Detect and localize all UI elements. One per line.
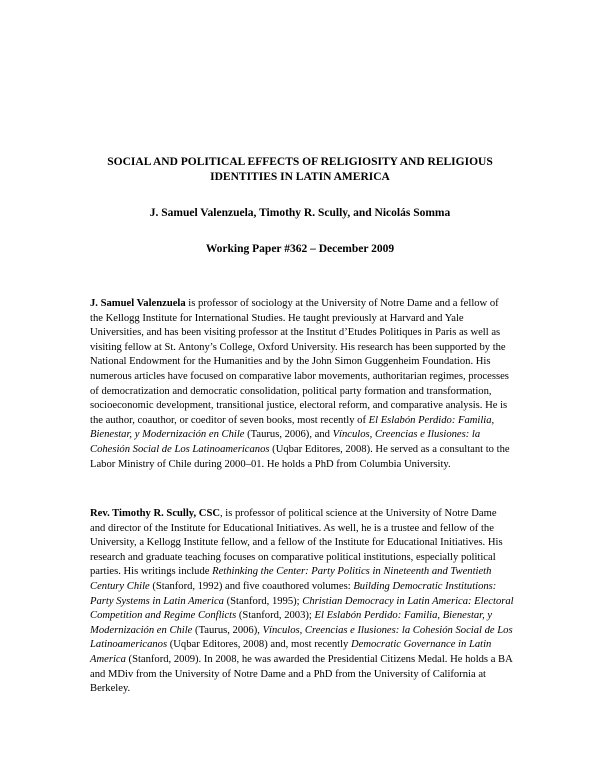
book-title: El Eslabón Perdido: Familia, Bienestar, y Modernización en Chile — [90, 610, 493, 636]
book-title: Building Democratic Institutions: Party Systems in Latin America — [90, 580, 497, 607]
book-title: Vínculos, Creencias e Ilusiones: la Cohesión Social de Los Latinoamericanos — [90, 429, 481, 455]
bio-text: (Stanford, 2003); — [236, 610, 315, 622]
bio-author-name: J. Samuel Valenzuela — [90, 298, 186, 309]
book-title: Democratic Governance in Latin America — [90, 639, 492, 665]
author-bio-valenzuela — [90, 297, 514, 472]
working-paper-number: Working Paper #362 – December 2009 — [205, 243, 395, 255]
bio-text: (Taurus, 2006), and — [244, 429, 333, 441]
bio-text: (Stanford, 1992) and five coauthored volumes: — [149, 580, 354, 592]
bio-text: is professor of sociology at the University of Notre Dame and a fellow of the Kellogg Institute for International Studies. He taught previously at Harvard and Yale Universities, and has been visiting professor at the Institut d’Etudes Politiques in Paris as well as visiting fellow at St. Antony’s College, Oxford University. His research has been supported by the National Endowment for the Humanities and by the John Simon Guggenheim Foundation. His numerous articles have focused on comparative labor movements, authoritarian regimes, processes of democratization and democratic consolidation, political party formation and transformation, socioeconomic development, transitional justice, electoral reform, and comparative analysis. He is the author, coauthor, or coeditor of seven books, most recently of — [90, 298, 509, 426]
book-title: Vínculos, Creencias e Ilusiones: la Cohesión Social de Los Latinoamericanos — [90, 624, 513, 651]
book-title: Christian Democracy in Latin America: Electoral Competition and Regime Conflicts — [90, 595, 514, 622]
paper-title-line-1: SOCIAL AND POLITICAL EFFECTS OF RELIGIOSITY AND RELIGIOUS — [107, 156, 493, 168]
author-bio-scully — [90, 507, 514, 697]
bio-text: (Taurus, 2006), — [192, 624, 263, 636]
paper-title — [80, 155, 520, 185]
bio-text: (Stanford, 2009). In 2008, he was awarded the Presidential Citizens Medal. He holds a BA and MDiv from the University of Notre Dame and a PhD from the University of California at Berkeley. — [90, 653, 513, 695]
bio-text: , is professor of political science at the University of Notre Dame and director of the Institute for Educational Initiatives. As well, he is a trustee and fellow of the University, a Kellogg Institute fellow, and a fellow of the Institute for Educational Initiatives. His research and graduate teaching focuses on comparative political institutions, especially political parties. His writings include — [90, 508, 503, 578]
bio-author-name: Rev. Timothy R. Scully, CSC — [90, 508, 220, 519]
bio-text: (Uqbar Editores, 2008) and, most recently — [167, 639, 351, 651]
book-title: El Eslabón Perdido: Familia, Bienestar, y Modernización en Chile — [90, 414, 495, 441]
bio-text: (Stanford, 1995); — [223, 595, 303, 607]
book-title: Rethinking the Center: Party Politics in Nineteenth and Twentieth Century Chile — [90, 566, 492, 592]
paper-title-line-2: IDENTITIES IN LATIN AMERICA — [210, 171, 390, 183]
bio-text: (Uqbar Editores, 2008). He served as a consultant to the Labor Ministry of Chile during 2000–01. He holds a PhD from Columbia University. — [90, 443, 510, 470]
author-list: J. Samuel Valenzuela, Timothy R. Scully, and Nicolás Somma — [149, 207, 451, 219]
